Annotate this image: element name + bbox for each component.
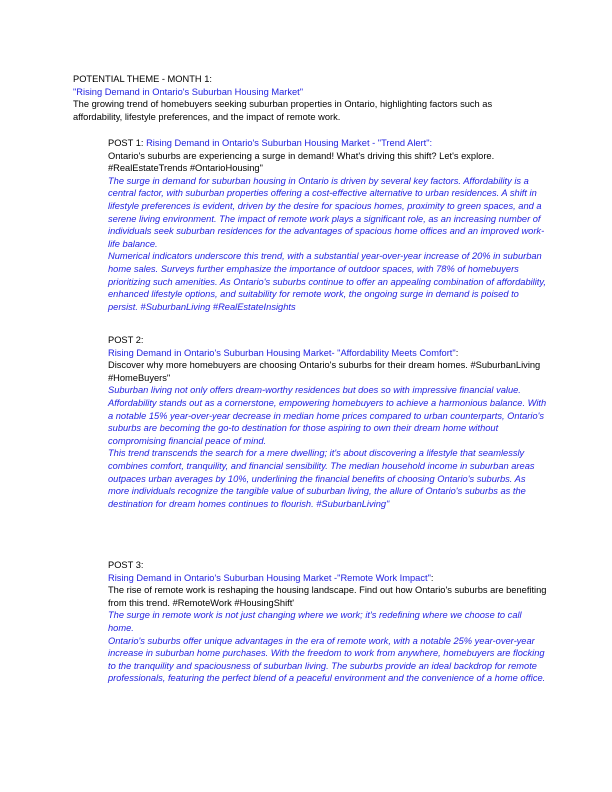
post-caption: Discover why more homebuyers are choosing Ontario's suburbs for their dream homes. #SuburbanLiving #HomeBuyers"	[108, 360, 541, 383]
post-body-paragraph: This trend transcends the search for a mere dwelling; it's about discovering a lifestyle that seamlessly combines comfort, tranquility, and financial sensibility. The median household income in suburban areas outpaces urban averages by 10%, underlining the financial benefits of choosing Ontario's suburbs. As more individuals recognize the tangible value of suburban living, the allure of Ontario's suburbs as the destination for dream homes continues to flourish. #SuburbanLiving"	[108, 448, 535, 509]
post-3	[108, 559, 548, 685]
post-title-suffix: :	[455, 347, 459, 358]
post-title: Rising Demand in Ontario's Suburban Housing Market- "Affordability Meets Comfort"	[108, 347, 456, 358]
theme-section	[73, 73, 543, 123]
post-heading	[108, 137, 548, 150]
post-caption: The rise of remote work is reshaping the housing landscape. Find out how Ontario's suburbs are benefiting from this trend. #RemoteWork #HousingShift'	[108, 585, 547, 608]
theme-description: The growing trend of homebuyers seeking suburban properties in Ontario, highlighting factors such as affordability, lifestyle preferences, and the impact of remote work.	[73, 99, 493, 122]
post-2	[108, 334, 548, 510]
post-body-paragraph: The surge in demand for suburban housing in Ontario is driven by several key factors. Affordability is a central factor, with suburban properties offering a cost-effective alternative to urban residences. A shift in lifestyle preferences is evident, driven by the desire for spacious homes, proximity to green spaces, and a serene living environment. The impact of remote work plays a significant role, as an increasing number of individuals seek suburban residences for the advantages of spacious home offices and an improved work-life balance.	[108, 175, 545, 249]
theme-label: POTENTIAL THEME - MONTH 1:	[73, 74, 212, 84]
post-title: Rising Demand in Ontario's Suburban Housing Market -"Remote Work Impact"	[108, 572, 431, 583]
post-body-paragraph: Affordability stands out as a cornerstone, empowering homebuyers to achieve a harmonious balance. With a notable 15% year-over-year decrease in median home prices compared to urban counterparts, Ontario's suburbs are becoming the go-to destination for those aspiring to own their dream home without compromising financial peace of mind.	[108, 397, 547, 446]
post-label: POST 3:	[108, 560, 144, 570]
post-caption: Ontario's suburbs are experiencing a surge in demand! What's driving this shift? Let's explore. #RealEstateTrends #OntarioHousing"	[108, 150, 495, 174]
post-body-paragraph: Ontario's suburbs offer unique advantages in the era of remote work, with a notable 25% year-over-year increase in suburban home purchases. With the freedom to work from anywhere, homebuyers are flocking to the tranquility and spaciousness of suburban living. The suburbs provide an ideal backdrop for remote professionals, featuring the perfect blend of a peaceful environment and the convenience of a home office.	[108, 635, 546, 684]
post-heading	[108, 347, 548, 360]
post-label: POST 2:	[108, 335, 144, 345]
post-body-paragraph: Suburban living not only offers dream-worthy residences but does so with impressive financial value.	[108, 385, 521, 396]
post-1	[108, 137, 548, 313]
post-heading	[108, 572, 548, 585]
post-label: POST 1:	[108, 138, 147, 148]
post-body-paragraph: The surge in remote work is not just changing where we work; it's redefining where we choose to call home.	[108, 610, 522, 633]
post-title-suffix: :	[430, 572, 434, 583]
post-body-paragraph: Numerical indicators underscore this trend, with a substantial year-over-year increase of 20% in suburban home sales. Surveys further emphasize the importance of outdoor spaces, with 78% of homebuyers prioritizing such amenities. As Ontario's suburbs continue to offer an appealing combination of affordability, enhanced lifestyle options, and suitability for remote work, the ongoing surge in demand is poised to persist. #SuburbanLiving #RealEstateInsights	[108, 251, 546, 312]
theme-title: "Rising Demand in Ontario's Suburban Housing Market"	[73, 86, 304, 97]
post-title: Rising Demand in Ontario's Suburban Housing Market - "Trend Alert":	[146, 138, 433, 148]
